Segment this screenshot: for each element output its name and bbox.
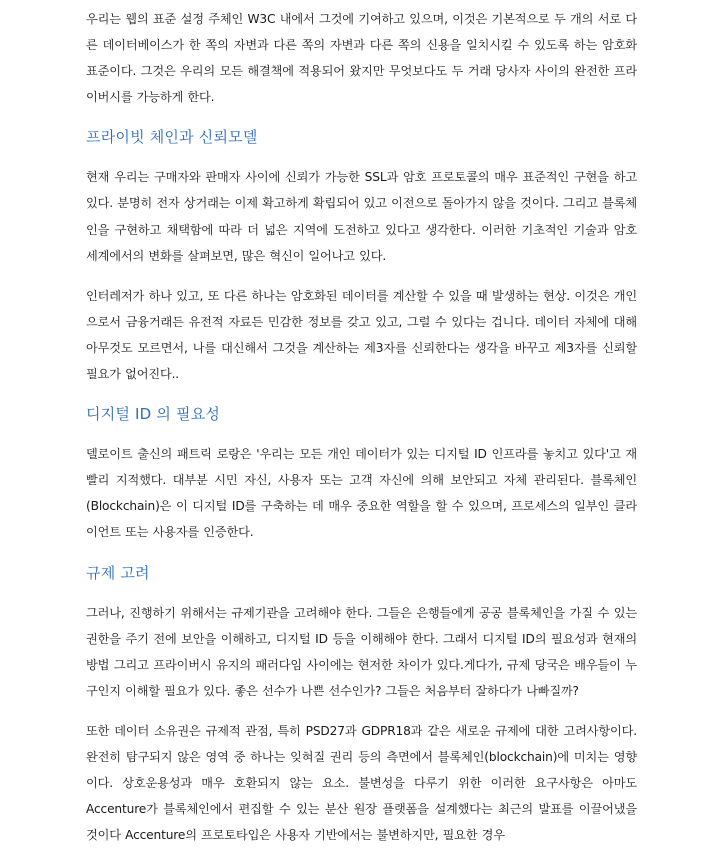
paragraph-regulators: 그러나, 진행하기 위해서는 규제기관을 고려해야 한다. 그들은 은행들에게 공공 블록체인을 가질 수 있는 권한을 주기 전에 보안을 이해하고, 디지털 ID 등을 이해해야 한다. 그래서 디지털 ID의 필요성과 현재의 방법 그리고 프라이버시 유지의 패러다임 사이에는 현저한 차이가 있다.게다가, 규제 당국은 배우들이 누구인지 이해할 필요가 있다. 좋은 선수가 나쁜 선수인가? 그들은 처음부터 잘하다가 나빠질까?: [86, 605, 637, 698]
document-page: [86, 6, 637, 862]
paragraph-ssl-protocol: 현재 우리는 구매자와 판매자 사이에 신뢰가 가능한 SSL과 암호 프로토콜의 매우 표준적인 구현을 하고 있다. 분명히 전자 상거래는 이제 확고하게 확립되어 있고 이전으로 돌아가지 않을 것이다. 그리고 블록체인을 구현하고 채택함에 따라 더 넓은 지역에 도전하고 있다고 생각한다. 이러한 기초적인 기술과 암호 세계에서의 변화를 살펴보면, 많은 혁신이 일어나고 있다.: [86, 170, 637, 263]
heading-digital-id: 디지털 ID 의 필요성: [86, 405, 221, 424]
paragraph-deloitte: 델로이트 출신의 패트릭 로랑은 '우리는 모든 개인 데이터가 있는 디지털 ID 인프라를 놓치고 있다'고 재빨리 지적했다. 대부분 시민 자신, 사용자 또는 고객 자신에 의해 보안되고 자체 관리된다. 블록체인(Blockchain)은 이 디지털 ID를 구축하는 데 매우 중요한 역할을 할 수 있으며, 프로세스의 일부인 클라이언트 또는 사용자를 인증한다.: [86, 447, 637, 540]
heading-private-chain: 프라이빗 체인과 신뢰모델: [86, 128, 258, 147]
paragraph-data-ownership: 또한 데이터 소유권은 규제적 관점, 특히 PSD27과 GDPR18과 같은 새로운 규제에 대한 고려사항이다. 완전히 탐구되지 않은 영역 중 하나는 잊혀질 권리 등의 측면에서 블록체인(blockchain)에 미치는 영향이다. 상호운용성과 매우 호환되지 않는 요소. 불변성을 다루기 위한 이러한 요구사항은 아마도 Accenture가 블록체인에서 편집할 수 있는 분산 원장 플랫폼을 설계했다는 최근의 발표를 이끌어냈을 것이다 Accenture의 프로토타입은 사용자 기반에서는 불변하지만, 필요한 경우: [86, 723, 637, 843]
heading-regulation: 규제 고려: [86, 563, 150, 582]
paragraph-interledger: 인터레저가 하나 있고, 또 다른 하나는 암호화된 데이터를 계산할 수 있을 때 발생하는 현상. 이것은 개인으로서 금융거래든 유전적 자료든 민감한 정보를 갖고 있고, 그럴 수 있다는 겁니다. 데이터 자체에 대해 아무것도 모르면서, 나를 대신해서 그것을 계산하는 제3자를 신뢰한다는 생각을 바꾸고 제3자를 신뢰할 필요가 없어진다..: [86, 288, 637, 382]
paragraph-w3c-standard: 우리는 웹의 표준 설정 주체인 W3C 내에서 그것에 기여하고 있으며, 이것은 기본적으로 두 개의 서로 다른 데이터베이스가 한 쪽의 자변과 다른 쪽의 자변과 다른 쪽의 신용을 일치시킬 수 있도록 하는 암호화 표준이다. 그것은 우리의 모든 해결책에 적용되어 왔지만 무엇보다도 두 거래 당사자 사이의 완전한 프라이버시를 가능하게 한다.: [86, 12, 637, 105]
